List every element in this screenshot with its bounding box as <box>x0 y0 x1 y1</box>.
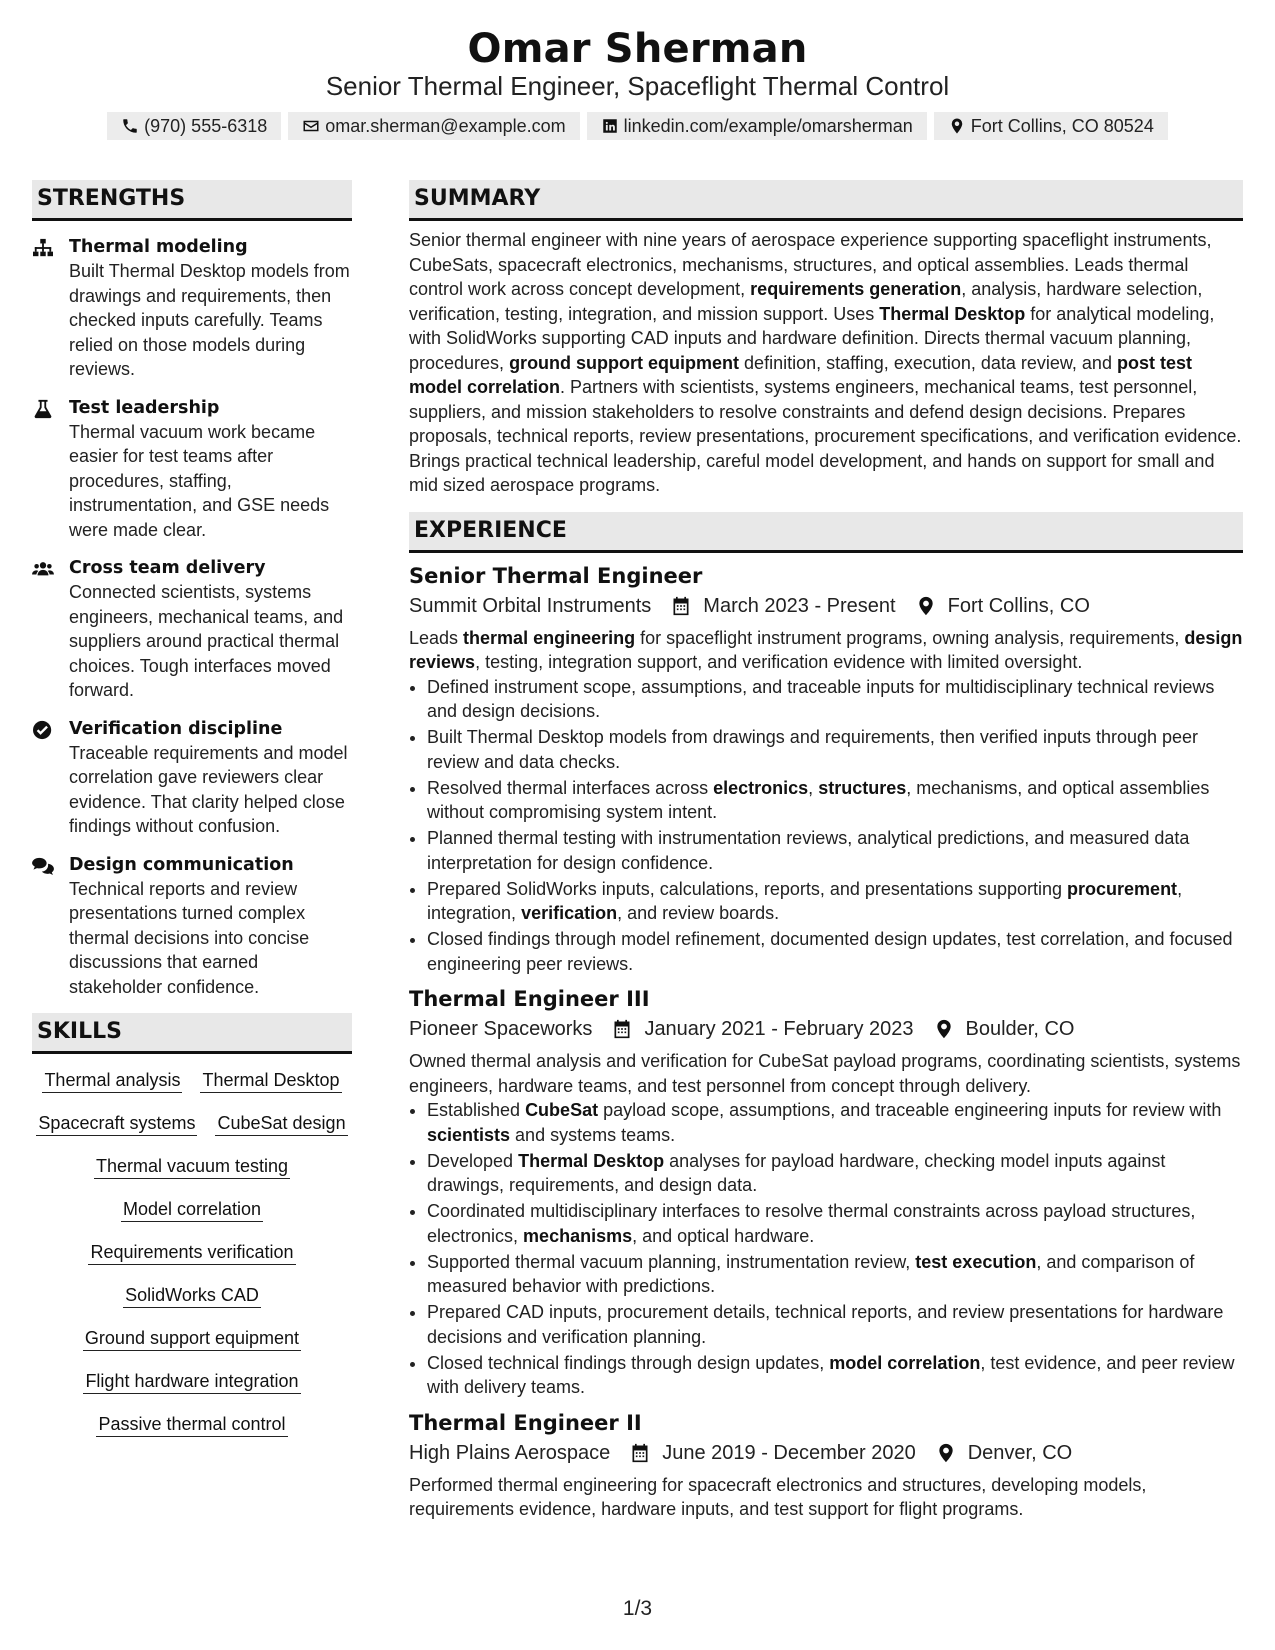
bullet-item: • Closed findings through model refinement, documented design updates, test correlation, and focused engineering peer reviews. <box>427 927 1243 976</box>
map-pin-icon <box>948 117 966 135</box>
candidate-name: Omar Sherman <box>467 26 808 72</box>
contact-linkedin-text: linkedin.com/example/omarsherman <box>623 116 913 136</box>
job-location: Fort Collins, CO <box>947 594 1090 617</box>
strength-item <box>32 717 352 839</box>
job-meta <box>409 1014 1243 1044</box>
bullet-item: • Established CubeSat payload scope, assumptions, and traceable engineering inputs for review with scientists and systems teams. <box>427 1098 1243 1147</box>
strength-title: Cross team delivery <box>69 558 266 578</box>
job-entry <box>409 1408 1243 1522</box>
contact-email-text: omar.sherman@example.com <box>325 116 566 136</box>
check-circle-icon <box>32 717 69 839</box>
bullet-item: • Coordinated multidisciplinary interfaces to resolve thermal constraints across payload structures, electronics, mechanisms, and optical hardware. <box>427 1199 1243 1248</box>
bullet-item: • Planned thermal testing with instrumentation reviews, analytical predictions, and measured data interpretation for design confidence. <box>427 826 1243 875</box>
skill-tag: CubeSat design <box>215 1111 347 1136</box>
bullet-item: • Supported thermal vacuum planning, instrumentation review, test execution, and comparison of measured behavior with predictions. <box>427 1250 1243 1299</box>
comments-icon <box>32 853 69 1000</box>
skill-tag: Passive thermal control <box>96 1412 287 1437</box>
contact-location[interactable] <box>934 112 1168 140</box>
skill-tag: Thermal analysis <box>42 1068 182 1093</box>
strength-title: Test leadership <box>69 397 220 418</box>
users-icon <box>32 556 69 703</box>
skill-tag: SolidWorks CAD <box>123 1283 261 1308</box>
bullet-item: • Prepared CAD inputs, procurement details, technical reports, and review presentations for hardware decisions and verification planning. <box>427 1300 1243 1349</box>
flask-icon <box>32 396 69 543</box>
experience-heading: EXPERIENCE <box>409 512 1243 553</box>
company-name: Summit Orbital Instruments <box>409 594 652 617</box>
strength-item <box>32 853 352 1000</box>
strength-description: Traceable requirements and model correlation gave reviewers clear evidence. That clarity helped close findings without confusion. <box>69 742 348 836</box>
job-entry <box>409 561 1243 977</box>
skill-tag: Thermal vacuum testing <box>94 1154 290 1179</box>
job-bullets <box>409 675 1243 977</box>
strengths-list <box>32 235 352 999</box>
bullet-item: • Built Thermal Desktop models from drawings and requirements, then verified inputs through peer review and data checks. <box>427 725 1243 774</box>
strength-title: Verification discipline <box>69 718 283 739</box>
calendar-icon <box>612 1019 632 1039</box>
bullet-item: • Prepared SolidWorks inputs, calculations, reports, and presentations supporting procurement, integration, verification, and review boards. <box>427 877 1243 926</box>
job-dates: January 2021 - February 2023 <box>644 1018 914 1040</box>
job-title: Thermal Engineer III <box>409 987 650 1011</box>
summary-text: Senior thermal engineer with nine years of aerospace experience supporting spaceflight instruments, CubeSats, spacecraft electronics, mechanisms, structures, and optical assemblies. Leads thermal control work across concept development, requirements generation, analysis, hardware selection, verification, testing, integration, and mission support. Uses Thermal Desktop for analytical modeling, with SolidWorks supporting CAD inputs and hardware definition. Directs thermal vacuum planning, procedures, ground support equipment definition, staffing, execution, data review, and post test model correlation. Partners with scientists, systems engineers, mechanical teams, test personnel, suppliers, and mission stakeholders to resolve constraints and defend design decisions. Prepares proposals, technical reports, review presentations, procurement specifications, and verification evidence. Brings practical technical leadership, careful model development, and hands on support for small and mid sized aerospace programs. <box>409 230 1242 495</box>
skill-tag: Spacecraft systems <box>36 1111 197 1136</box>
strength-description: Built Thermal Desktop models from drawings and requirements, then checked inputs carefully. Teams relied on those models during reviews. <box>69 261 350 379</box>
job-meta <box>409 591 1243 621</box>
skills-heading: SKILLS <box>32 1013 352 1054</box>
page-number: 1/3 <box>622 1597 653 1620</box>
contact-phone[interactable] <box>107 112 281 140</box>
bullet-item: • Developed Thermal Desktop analyses for payload hardware, checking model inputs against drawings, requirements, and design data. <box>427 1149 1243 1198</box>
contact-location-text: Fort Collins, CO 80524 <box>970 116 1154 136</box>
phone-icon <box>121 117 139 135</box>
strength-item <box>32 556 352 703</box>
skills-list <box>32 1068 352 1437</box>
strength-description: Thermal vacuum work became easier for test teams after procedures, staffing, instrumentation, and GSE needs were made clear. <box>69 421 330 540</box>
candidate-title: Senior Thermal Engineer, Spaceflight Thermal Control <box>325 71 950 101</box>
bullet-item: • Resolved thermal interfaces across electronics, structures, mechanisms, and optical assemblies without compromising system intent. <box>427 776 1243 825</box>
strength-title: Thermal modeling <box>69 237 248 257</box>
map-pin-icon <box>916 596 936 616</box>
bullet-item: • Closed technical findings through design updates, model correlation, test evidence, and peer review with delivery teams. <box>427 1351 1243 1400</box>
map-pin-icon <box>936 1443 956 1463</box>
strength-item <box>32 396 352 543</box>
resume-header <box>0 18 1275 140</box>
job-summary: Leads thermal engineering for spaceflight instrument programs, owning analysis, requirements, design reviews, testing, integration support, and verification evidence with limited oversight. <box>409 627 1243 672</box>
job-summary: Performed thermal engineering for spacecraft electronics and structures, developing models, requirements evidence, hardware inputs, and test support for flight programs. <box>409 1474 1147 1519</box>
job-title: Thermal Engineer II <box>409 1410 642 1435</box>
strength-title: Design communication <box>69 854 294 875</box>
linkedin-icon <box>601 117 619 135</box>
job-entry <box>409 984 1243 1400</box>
left-column <box>32 180 352 1437</box>
job-dates: June 2019 - December 2020 <box>662 1441 916 1464</box>
strength-description: Connected scientists, systems engineers, mechanical teams, and suppliers around practical thermal choices. Tough interfaces moved forward. <box>69 582 344 700</box>
job-meta <box>409 1438 1243 1468</box>
sitemap-icon <box>32 235 69 382</box>
skill-tag: Flight hardware integration <box>83 1369 300 1394</box>
contact-linkedin[interactable] <box>587 112 927 140</box>
job-location: Denver, CO <box>967 1441 1073 1464</box>
strengths-heading: STRENGTHS <box>32 180 352 221</box>
right-column <box>409 180 1243 1522</box>
job-title: Senior Thermal Engineer <box>409 563 703 588</box>
envelope-icon <box>302 117 320 135</box>
company-name: Pioneer Spaceworks <box>409 1018 593 1040</box>
contact-phone-text: (970) 555-6318 <box>144 116 268 136</box>
calendar-icon <box>671 596 691 616</box>
job-summary: Owned thermal analysis and verification for CubeSat payload programs, coordinating scientists, systems engineers, hardware teams, and test personnel from concept through delivery. <box>409 1051 1241 1096</box>
map-pin-icon <box>934 1019 954 1039</box>
skill-tag: Requirements verification <box>88 1240 295 1265</box>
calendar-icon <box>630 1443 650 1463</box>
contact-email[interactable] <box>288 112 579 140</box>
job-bullets <box>409 1098 1243 1400</box>
skill-tag: Thermal Desktop <box>200 1068 341 1093</box>
job-dates: March 2023 - Present <box>703 594 896 617</box>
strength-description: Technical reports and review presentations turned complex thermal decisions into concise discussions that earned stakeholder confidence. <box>69 878 310 997</box>
strength-item <box>32 235 352 382</box>
summary-heading: SUMMARY <box>409 180 1243 221</box>
bullet-item: • Defined instrument scope, assumptions, and traceable inputs for multidisciplinary technical reviews and design decisions. <box>427 675 1243 724</box>
company-name: High Plains Aerospace <box>409 1441 611 1464</box>
job-location: Boulder, CO <box>965 1018 1075 1040</box>
contact-bar <box>0 112 1275 140</box>
skill-tag: Ground support equipment <box>83 1326 301 1351</box>
skill-tag: Model correlation <box>121 1197 263 1222</box>
